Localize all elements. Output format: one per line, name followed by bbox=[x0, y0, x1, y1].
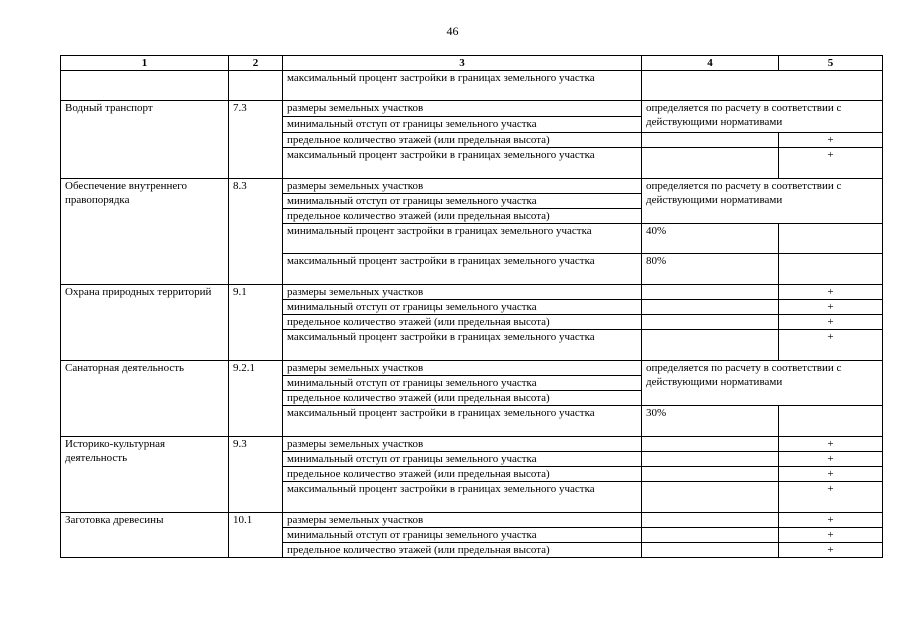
parameter-cell: минимальный отступ от границы земельного участка bbox=[283, 117, 642, 133]
regulations-table bbox=[60, 55, 883, 558]
parameter-cell: предельное количество этажей (или предельная высота) bbox=[283, 543, 642, 558]
col-header-3: 3 bbox=[283, 56, 642, 71]
parameter-cell: размеры земельных участков bbox=[283, 285, 642, 300]
parameter-cell: минимальный отступ от границы земельного участка bbox=[283, 452, 642, 467]
percent-value: 30% bbox=[642, 406, 779, 437]
plus-mark: + bbox=[779, 452, 883, 467]
table-row bbox=[61, 361, 883, 376]
col-header-5: 5 bbox=[779, 56, 883, 71]
code-cell: 9.3 bbox=[229, 437, 283, 513]
value-cell bbox=[779, 224, 883, 254]
use-type-cell: Водный транспорт bbox=[61, 101, 229, 179]
value-cell bbox=[642, 528, 779, 543]
value-cell: определяется по расчету в соответствии с действующими нормативами bbox=[642, 361, 883, 406]
col-header-2: 2 bbox=[229, 56, 283, 71]
table-row bbox=[61, 437, 883, 452]
parameter-cell: максимальный процент застройки в границах земельного участка bbox=[283, 482, 642, 513]
parameter-cell: минимальный отступ от границы земельного участка bbox=[283, 528, 642, 543]
parameter-cell: предельное количество этажей (или предельная высота) bbox=[283, 391, 642, 406]
plus-mark: + bbox=[779, 315, 883, 330]
parameter-cell: минимальный отступ от границы земельного участка bbox=[283, 376, 642, 391]
parameter-cell: максимальный процент застройки в границах земельного участка bbox=[283, 148, 642, 179]
parameter-cell: максимальный процент застройки в границах земельного участка bbox=[283, 71, 642, 101]
value-cell: определяется по расчету в соответствии с действующими нормативами bbox=[642, 179, 883, 224]
table-row bbox=[61, 71, 883, 101]
parameter-cell: размеры земельных участков bbox=[283, 361, 642, 376]
value-cell bbox=[642, 315, 779, 330]
value-cell bbox=[642, 467, 779, 482]
parameter-cell: размеры земельных участков bbox=[283, 101, 642, 117]
header-row bbox=[61, 56, 883, 71]
table-row bbox=[61, 513, 883, 528]
use-type-cell bbox=[61, 71, 229, 101]
plus-mark: + bbox=[779, 482, 883, 513]
code-cell: 9.1 bbox=[229, 285, 283, 361]
code-cell: 8.3 bbox=[229, 179, 283, 285]
plus-mark: + bbox=[779, 513, 883, 528]
parameter-cell: максимальный процент застройки в границах земельного участка bbox=[283, 330, 642, 361]
table-row bbox=[61, 285, 883, 300]
value-cell bbox=[779, 406, 883, 437]
code-cell: 7.3 bbox=[229, 101, 283, 179]
col-header-1: 1 bbox=[61, 56, 229, 71]
value-cell bbox=[642, 148, 779, 179]
plus-mark: + bbox=[779, 285, 883, 300]
code-cell bbox=[229, 71, 283, 101]
parameter-cell: размеры земельных участков bbox=[283, 513, 642, 528]
use-type-cell: Историко-культурная деятельность bbox=[61, 437, 229, 513]
use-type-cell: Охрана природных территорий bbox=[61, 285, 229, 361]
percent-value: 80% bbox=[642, 254, 779, 285]
parameter-cell: предельное количество этажей (или предельная высота) bbox=[283, 209, 642, 224]
value-cell bbox=[642, 300, 779, 315]
parameter-cell: максимальный процент застройки в границах земельного участка bbox=[283, 406, 642, 437]
code-cell: 10.1 bbox=[229, 513, 283, 558]
plus-mark: + bbox=[779, 528, 883, 543]
page-number: 46 bbox=[446, 24, 459, 38]
use-type-cell: Санаторная деятельность bbox=[61, 361, 229, 437]
value-cell bbox=[779, 254, 883, 285]
plus-mark: + bbox=[779, 330, 883, 361]
parameter-cell: минимальный отступ от границы земельного участка bbox=[283, 300, 642, 315]
value-cell bbox=[642, 482, 779, 513]
plus-mark: + bbox=[779, 467, 883, 482]
plus-mark: + bbox=[779, 543, 883, 558]
parameter-cell: размеры земельных участков bbox=[283, 179, 642, 194]
parameter-cell: минимальный отступ от границы земельного участка bbox=[283, 194, 642, 209]
use-type-cell: Обеспечение внутреннего правопорядка bbox=[61, 179, 229, 285]
parameter-cell: максимальный процент застройки в границах земельного участка bbox=[283, 254, 642, 285]
plus-mark: + bbox=[779, 148, 883, 179]
plus-mark: + bbox=[779, 133, 883, 148]
parameter-cell: предельное количество этажей (или предельная высота) bbox=[283, 467, 642, 482]
parameter-cell: минимальный процент застройки в границах земельного участка bbox=[283, 224, 642, 254]
value-cell bbox=[642, 133, 779, 148]
plus-mark: + bbox=[779, 300, 883, 315]
plus-mark: + bbox=[779, 437, 883, 452]
table-row bbox=[61, 179, 883, 194]
table-row bbox=[61, 101, 883, 117]
value-cell bbox=[642, 452, 779, 467]
value-cell bbox=[642, 543, 779, 558]
percent-value: 40% bbox=[642, 224, 779, 254]
value-cell bbox=[642, 437, 779, 452]
value-cell: определяется по расчету в соответствии с действующими нормативами bbox=[642, 101, 883, 133]
value-cell bbox=[642, 513, 779, 528]
value-cell bbox=[642, 330, 779, 361]
parameter-cell: предельное количество этажей (или предельная высота) bbox=[283, 315, 642, 330]
value-cell bbox=[642, 285, 779, 300]
value-cell bbox=[642, 71, 883, 101]
parameter-cell: предельное количество этажей (или предельная высота) bbox=[283, 133, 642, 148]
parameter-cell: размеры земельных участков bbox=[283, 437, 642, 452]
use-type-cell: Заготовка древесины bbox=[61, 513, 229, 558]
col-header-4: 4 bbox=[642, 56, 779, 71]
code-cell: 9.2.1 bbox=[229, 361, 283, 437]
